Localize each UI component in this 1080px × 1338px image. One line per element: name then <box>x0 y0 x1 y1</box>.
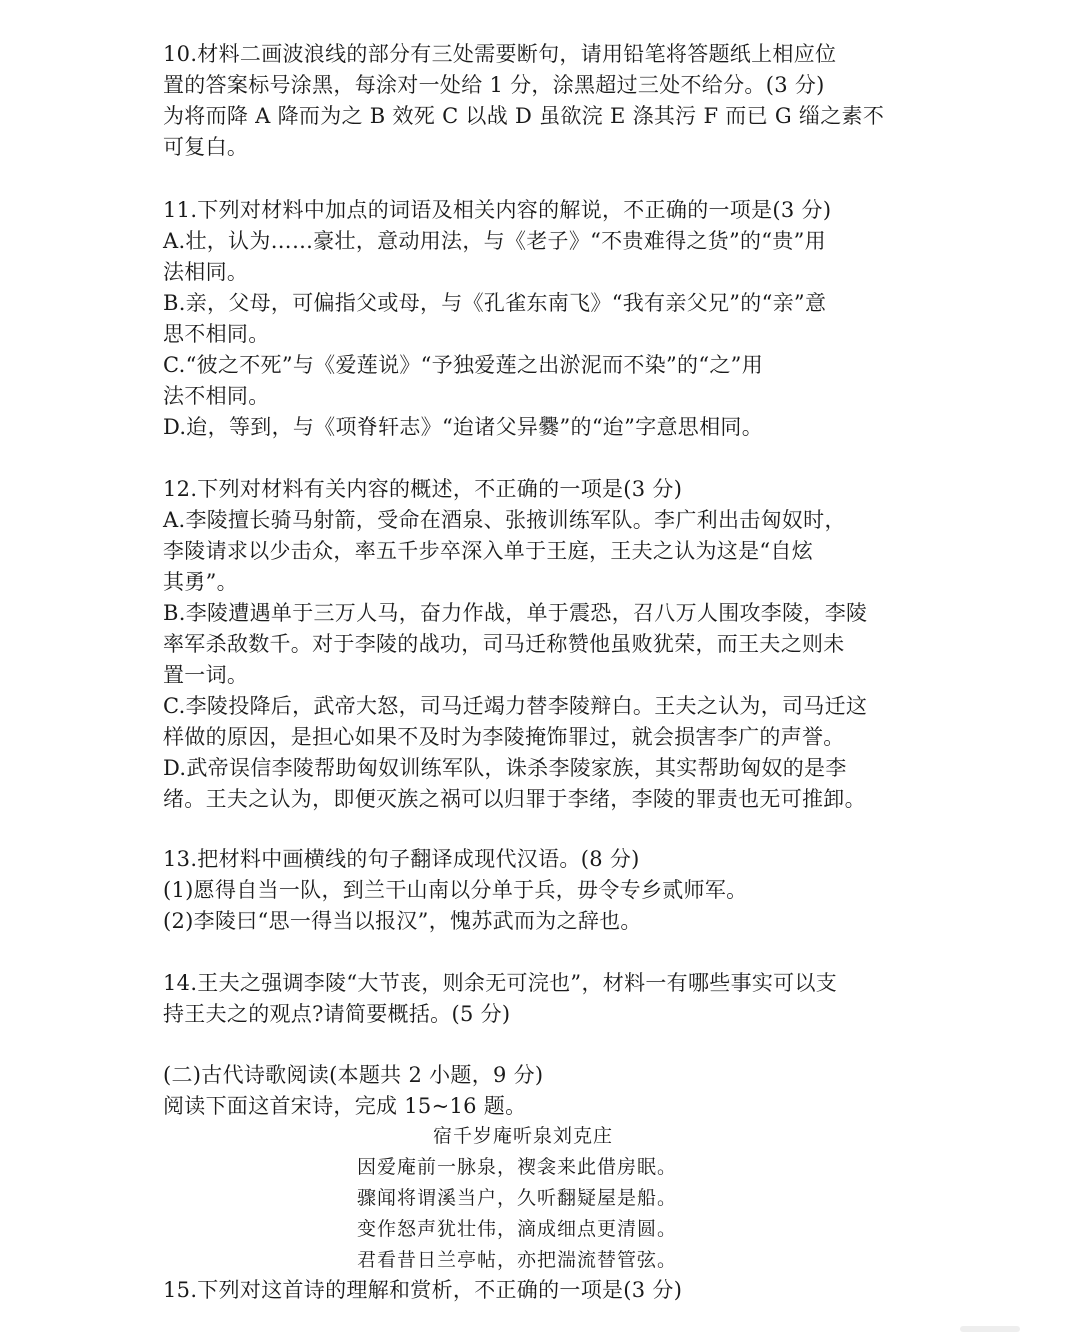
q12-line-1: 12.下列对材料有关内容的概述，不正确的一项是(3 分) <box>163 477 683 501</box>
q14-line-1: 14.王夫之强调李陵“大节丧，则余无可浣也”，材料一有哪些事实可以支 <box>163 971 838 995</box>
q10-line-4: 可复白。 <box>163 135 249 159</box>
q11-line-2: A.壮，认为……豪壮，意动用法，与《老子》“不贵难得之货”的“贵”用 <box>163 229 826 253</box>
poem-line-4: 君看昔日兰亭帖，亦把湍流替管弦。 <box>357 1249 678 1271</box>
poem-title: 宿千岁庵听泉刘克庄 <box>433 1125 614 1147</box>
q12-line-10: D.武帝误信李陵帮助匈奴训练军队，诛杀李陵家族，其实帮助匈奴的是李 <box>163 756 847 780</box>
q12-line-5: B.李陵遭遇单于三万人马，奋力作战，单于震恐，召八万人围攻李陵，李陵 <box>163 601 868 625</box>
q11-line-5: 思不相同。 <box>163 322 270 346</box>
q13-line-2: (1)愿得自当一队，到兰干山南以分单于兵，毋令专乡贰师军。 <box>163 878 748 902</box>
q11-line-7: 法不相同。 <box>163 384 270 408</box>
watermark-smudge <box>960 1326 1020 1332</box>
q12-line-6: 率军杀敌数千。对于李陵的战功，司马迁称赞他虽败犹荣，而王夫之则未 <box>163 632 845 656</box>
q11-line-1: 11.下列对材料中加点的词语及相关内容的解说，不正确的一项是(3 分) <box>163 198 832 222</box>
q12-line-2: A.李陵擅长骑马射箭，受命在酒泉、张掖训练军队。李广利出击匈奴时， <box>163 508 846 532</box>
q12-line-4: 其勇”。 <box>163 570 238 594</box>
poem-line-3: 变作怒声犹壮伟，滴成细点更清圆。 <box>357 1218 678 1240</box>
q12-line-11: 绪。王夫之认为，即便灭族之祸可以归罪于李绪，李陵的罪责也无可推卸。 <box>163 787 866 811</box>
section-instruction: 阅读下面这首宋诗，完成 15~16 题。 <box>163 1094 527 1118</box>
poem-line-1: 因爱庵前一脉泉，褉衾来此借房眠。 <box>357 1156 678 1178</box>
q15-line-1: 15.下列对这首诗的理解和赏析，不正确的一项是(3 分) <box>163 1278 683 1302</box>
section-heading: (二)古代诗歌阅读(本题共 2 小题，9 分) <box>163 1063 544 1087</box>
q11-line-3: 法相同。 <box>163 260 249 284</box>
q11-line-8: D.迨，等到，与《项脊轩志》“迨诸父异爨”的“迨”字意思相同。 <box>163 415 764 439</box>
q12-line-8: C.李陵投降后，武帝大怒，司马迁竭力替李陵辩白。王夫之认为，司马迁这 <box>163 694 868 718</box>
q12-line-3: 李陵请求以少击众，率五千步卒深入单于王庭，王夫之认为这是“自炫 <box>163 539 814 563</box>
q11-line-4: B.亲，父母，可偏指父或母，与《孔雀东南飞》“我有亲父兄”的“亲”意 <box>163 291 827 315</box>
q10-line-2: 置的答案标号涂黑，每涂对一处给 1 分，涂黑超过三处不给分。(3 分) <box>163 73 825 97</box>
q12-line-9: 样做的原因，是担心如果不及时为李陵掩饰罪过，就会损害李广的声誉。 <box>163 725 845 749</box>
q11-line-6: C.“彼之不死”与《爱莲说》“予独爱莲之出淤泥而不染”的“之”用 <box>163 353 764 377</box>
q10-line-1: 10.材料二画波浪线的部分有三处需要断句，请用铅笔将答题纸上相应位 <box>163 42 837 66</box>
q12-line-7: 置一词。 <box>163 663 249 687</box>
q13-line-1: 13.把材料中画横线的句子翻译成现代汉语。(8 分) <box>163 847 640 871</box>
q14-line-2: 持王夫之的观点?请简要概括。(5 分) <box>163 1002 511 1026</box>
q10-line-3: 为将而降 A 降而为之 B 效死 C 以战 D 虽欲浣 E 涤其污 F 而已 G 缁之素不 <box>163 104 885 128</box>
q13-line-3: (2)李陵曰“思一得当以报汉”，愧苏武而为之辞也。 <box>163 909 642 933</box>
poem-line-2: 骤闻将谓溪当户，久听翻疑屋是船。 <box>357 1187 678 1209</box>
